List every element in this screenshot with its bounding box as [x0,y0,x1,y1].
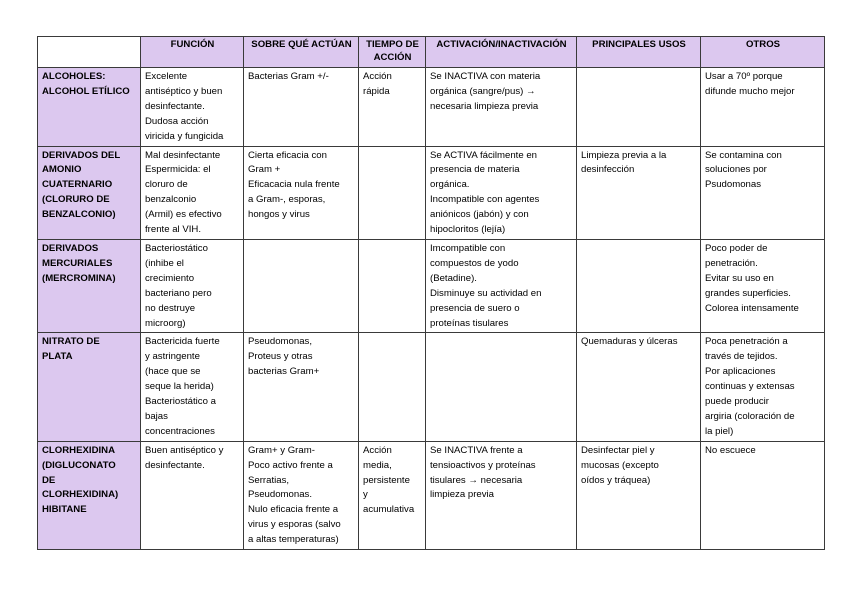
cell-text-line: proteínas tisulares [430,317,509,329]
table-cell-principales-usos [577,441,701,549]
cell-text-line: Disminuye su actividad en [430,287,542,299]
cell-text-line: Psudomonas [705,179,761,191]
cell-text-line: ALCOHOLES: [42,71,106,82]
cell-text-line: Nulo eficacia frente a [248,504,339,516]
cell-text-line: Limpieza previa a la [581,149,667,161]
header-cell-otros: OTROS [701,37,825,68]
header-cell-sobre-que-actuan: SOBRE QUÉ ACTÚAN [244,37,359,68]
cell-text-line: NITRATO DE [42,336,100,348]
cell-text-line: Pseudomonas. [248,489,312,501]
cell-text-line: concentraciones [145,425,215,437]
cell-text-line: MERCURIALES [42,257,113,269]
cell-text-line: tisulares → necesaria [430,474,523,486]
cell-text-line: desinfectante. [145,459,205,471]
table-cell-sobre-que-actuan [244,68,359,147]
cell-text-line: CLORHEXIDINA [42,444,116,456]
cell-text-line: argiria (coloración de [705,410,795,422]
table-cell-principales-usos [577,333,701,441]
cell-text-line: tensioactivos y proteínas [430,459,536,471]
table-cell-sobre-que-actuan [244,239,359,332]
table-cell-row-header [38,333,141,441]
cell-text-line: Serratias, [248,474,290,486]
cell-text-line: crecimiento [145,272,195,284]
table-cell-row-header [38,68,141,147]
cell-text-line: penetración. [705,257,758,269]
table-cell-tiempo-de-accion [359,441,426,549]
table-row [38,239,825,332]
cell-text-line: Se INACTIVA con materia [430,71,541,82]
cell-text-line: bacterias Gram+ [248,366,320,378]
table-cell-activacion-inactivacion [426,239,577,332]
cell-text-line: Evitar su uso en [705,272,774,284]
table-cell-tiempo-de-accion [359,239,426,332]
cell-text-line: puede producir [705,396,770,408]
cell-text-line: presencia de suero o [430,302,520,314]
cell-text-line: Desinfectar piel y [581,444,655,456]
cell-text-line: acumulativa [363,504,415,516]
cell-text-line: Pseudomonas, [248,336,312,348]
cell-text-line: Excelente [145,71,188,82]
header-row [38,37,825,68]
table-cell-otros [701,146,825,239]
table-cell-tiempo-de-accion [359,146,426,239]
cell-text-line: Imcompatible con [430,242,506,254]
table-row [38,333,825,441]
table-cell-sobre-que-actuan [244,333,359,441]
table-cell-activacion-inactivacion [426,68,577,147]
cell-text-line: Poco activo frente a [248,459,333,471]
cell-text-line: oídos y tráquea) [581,474,651,486]
cell-text-line: media, [363,459,392,471]
cell-text-line: frente al VIH. [145,224,201,236]
table-cell-row-header [38,239,141,332]
cell-text-line: difunde mucho mejor [705,85,795,97]
cell-text-line: Incompatible con agentes [430,194,540,206]
cell-text-line: (CLORURO DE [42,194,110,206]
cell-text-line: bajas [145,410,168,422]
cell-text-line: Mal desinfectante [145,149,221,161]
header-cell-funcion: FUNCIÓN [141,37,244,68]
table-cell-otros [701,68,825,147]
cell-text-line: Dudosa acción [145,115,209,127]
cell-text-line: Usar a 70º porque [705,71,783,82]
cell-text-line: (Betadine). [430,272,477,284]
table-cell-tiempo-de-accion [359,68,426,147]
cell-text-line: persistente [363,474,410,486]
cell-text-line: Bacteriostático [145,242,208,254]
cell-text-line: a Gram-, esporas, [248,194,326,206]
cell-text-line: DE [42,474,56,486]
table-cell-tiempo-de-accion [359,333,426,441]
cell-text-line: Gram + [248,164,281,176]
table-cell-principales-usos [577,146,701,239]
table-cell-otros [701,239,825,332]
cell-text-line: hipocloritos (lejía) [430,224,506,236]
header-cell-corner [38,37,141,68]
cell-text-line: continuas y extensas [705,381,795,393]
cell-text-line: Poco poder de [705,242,768,254]
cell-text-line: desinfectante. [145,100,205,112]
cell-text-line: Bactericida fuerte [145,336,220,348]
table-cell-principales-usos [577,68,701,147]
cell-text-line: Se ACTIVA fácilmente en [430,149,538,161]
cell-text-line: cloruro de [145,179,188,191]
disinfectants-table [37,36,825,550]
cell-text-line: HIBITANE [42,504,87,516]
cell-text-line: Gram+ y Gram- [248,444,315,456]
cell-text-line: presencia de materia [430,164,520,176]
table-row [38,441,825,549]
table-cell-funcion [141,333,244,441]
cell-text-line: través de tejidos. [705,351,778,363]
cell-text-line: orgánica (sangre/pus) → [430,85,536,97]
cell-text-line: Se contamina con [705,149,782,161]
header-cell-tiempo-de-accion: TIEMPO DE ACCIÓN [359,37,426,68]
cell-text-line: Proteus y otras [248,351,313,363]
cell-text-line: antiséptico y buen [145,85,223,97]
cell-text-line: (hace que se [145,366,201,378]
cell-text-line: virus y esporas (salvo [248,519,341,531]
cell-text-line: BENZALCONIO) [42,209,116,221]
cell-text-line: Acción [363,71,392,82]
cell-text-line: bacteriano pero [145,287,212,299]
header-cell-activacion-inactivacion: ACTIVACIÓN/INACTIVACIÓN [426,37,577,68]
cell-text-line: limpieza previa [430,489,494,501]
cell-text-line: y [363,489,368,501]
cell-text-line: Cierta eficacia con [248,149,327,161]
cell-text-line: compuestos de yodo [430,257,519,269]
table-cell-otros [701,441,825,549]
table-row [38,68,825,147]
cell-text-line: CUATERNARIO [42,179,113,191]
table-cell-funcion [141,239,244,332]
cell-text-line: Poca penetración a [705,336,788,348]
cell-text-line: No escuece [705,444,756,456]
table-cell-funcion [141,146,244,239]
cell-text-line: a altas temperaturas) [248,534,339,546]
cell-text-line: orgánica. [430,179,470,191]
cell-text-line: (inhibe el [145,257,184,269]
cell-text-line: mucosas (excepto [581,459,659,471]
cell-text-line: grandes superficies. [705,287,791,299]
table-cell-sobre-que-actuan [244,441,359,549]
table-cell-funcion [141,68,244,147]
cell-text-line: (DIGLUCONATO [42,459,116,471]
cell-text-line: DERIVADOS DEL [42,149,121,161]
table-cell-activacion-inactivacion [426,441,577,549]
table-cell-funcion [141,441,244,549]
cell-text-line: CLORHEXIDINA) [42,489,119,501]
cell-text-line: soluciones por [705,164,767,176]
cell-text-line: Espermicida: el [145,164,211,176]
cell-text-line: (MERCROMINA) [42,272,116,284]
table-cell-activacion-inactivacion [426,146,577,239]
cell-text-line: ALCOHOL ETÍLICO [42,85,130,97]
cell-text-line: rápida [363,85,390,97]
cell-text-line: Por aplicaciones [705,366,776,378]
cell-text-line: desinfección [581,164,635,176]
table-cell-principales-usos [577,239,701,332]
cell-text-line: (Armil) es efectivo [145,209,222,221]
cell-text-line: DERIVADOS [42,242,99,254]
cell-text-line: Bacteriostático a [145,396,216,408]
table-cell-activacion-inactivacion [426,333,577,441]
cell-text-line: PLATA [42,351,73,363]
cell-text-line: y astringente [145,351,200,363]
cell-text-line: Colorea intensamente [705,302,799,314]
cell-text-line: Eficacacia nula frente [248,179,340,191]
cell-text-line: Acción [363,444,392,456]
table-cell-sobre-que-actuan [244,146,359,239]
cell-text-line: viricida y fungicida [145,130,224,142]
table-cell-row-header [38,441,141,549]
table-cell-row-header [38,146,141,239]
cell-text-line: microorg) [145,317,186,329]
table-row [38,146,825,239]
cell-text-line: aniónicos (jabón) y con [430,209,529,221]
cell-text-line: la piel) [705,425,734,437]
cell-text-line: Se INACTIVA frente a [430,444,523,456]
cell-text-line: Quemaduras y úlceras [581,336,678,348]
cell-text-line: Bacterias Gram +/- [248,71,329,82]
cell-text-line: necesaria limpieza previa [430,100,539,112]
cell-text-line: benzalconio [145,194,197,206]
header-cell-principales-usos: PRINCIPALES USOS [577,37,701,68]
cell-text-line: AMONIO [42,164,82,176]
cell-text-line: hongos y virus [248,209,310,221]
cell-text-line: no destruye [145,302,196,314]
table-cell-otros [701,333,825,441]
cell-text-line: Buen antiséptico y [145,444,224,456]
cell-text-line: seque la herida) [145,381,214,393]
